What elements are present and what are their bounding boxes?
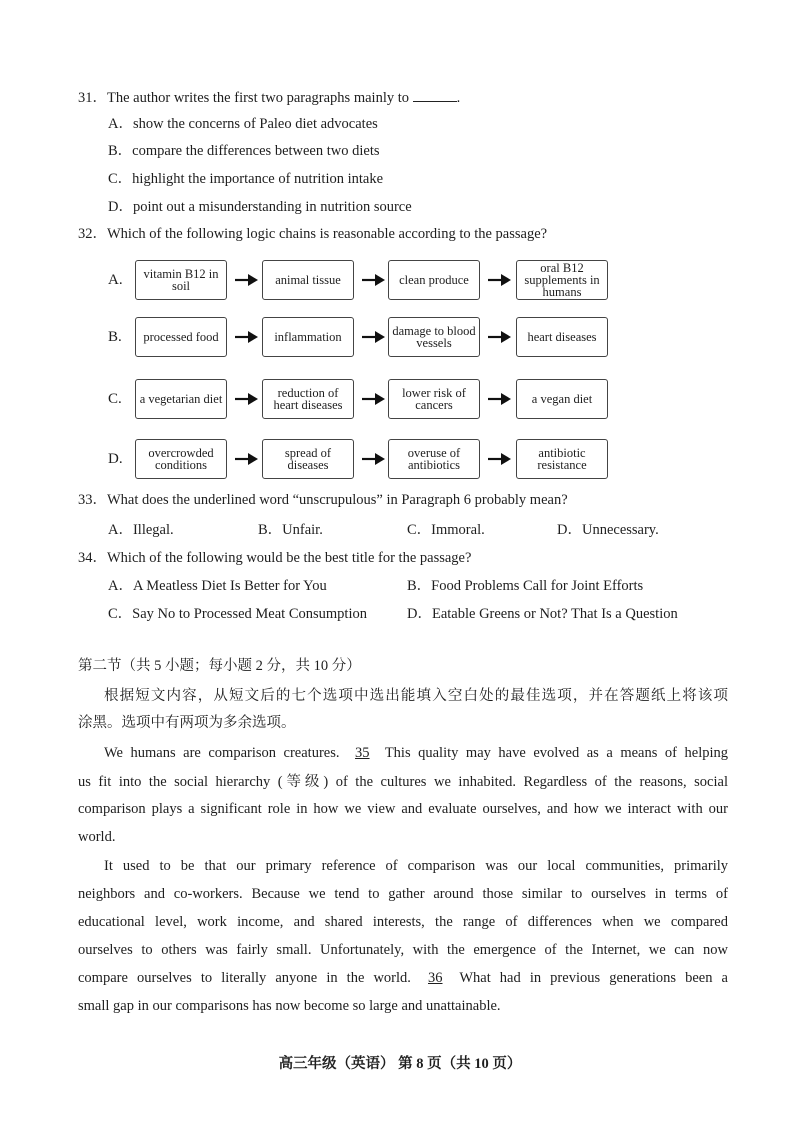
option-c: C．Immoral. [407, 522, 485, 538]
question-31: 31．The author writes the first two paragraphs mainly to . [78, 90, 461, 106]
question-34: 34．Which of the following would be the best title for the passage? [78, 550, 472, 566]
chain-label: A. [108, 272, 123, 288]
logic-chain-a [108, 260, 628, 302]
instructions-line: 涂黑。选项中有两项为多余选项。 [78, 715, 296, 731]
logic-chain-c [108, 379, 628, 421]
instructions-line: 根据短文内容，从短文后的七个选项中选出能填入空白处的最佳选项，并在答题纸上将该项 [104, 688, 728, 704]
paragraph-2-line: compare ourselves to literally anyone in the world. 36 What had in previous generations been a [78, 970, 728, 986]
section-title: 第二节（共 5 小题；每小题 2 分，共 10 分） [78, 658, 361, 674]
chain-step-box: heart diseases [516, 317, 608, 357]
question-32: 32．Which of the following logic chains is reasonable according to the passage? [78, 226, 548, 242]
option-b: B．Unfair. [258, 522, 323, 538]
page-footer: 高三年级（英语） 第 8 页（共 10 页） [278, 1056, 522, 1072]
chain-step-box: animal tissue [262, 260, 354, 300]
chain-label: C. [108, 391, 122, 407]
question-33: 33．What does the underlined word “unscrupulous” in Paragraph 6 probably mean? [78, 492, 568, 508]
chain-step-box: inflammation [262, 317, 354, 357]
logic-chain-b [108, 317, 628, 359]
chain-step-box: spread of diseases [262, 439, 354, 479]
option-b: B．Food Problems Call for Joint Efforts [407, 578, 644, 594]
chain-step-box: vitamin B12 in soil [135, 260, 227, 300]
arrow-right-icon [232, 451, 260, 467]
chain-label: B. [108, 329, 122, 345]
paragraph-2-line: educational level, work income, and shared interests, the range of differences when we compared [78, 914, 728, 930]
chain-step-box: overuse of antibiotics [388, 439, 480, 479]
option-a: A．A Meatless Diet Is Better for You [108, 578, 327, 594]
paragraph-1-line: us fit into the social hierarchy (等级) of the cultures we inhabited. Regardless of the reasons, social [78, 774, 728, 790]
arrow-right-icon [359, 391, 387, 407]
arrow-right-icon [359, 329, 387, 345]
arrow-right-icon [485, 272, 513, 288]
paragraph-2-line: neighbors and co-workers. Because we tend to gather around those similar to ourselves in terms of [78, 886, 728, 902]
chain-step-box: processed food [135, 317, 227, 357]
arrow-right-icon [359, 272, 387, 288]
arrow-right-icon [485, 391, 513, 407]
arrow-right-icon [359, 451, 387, 467]
paragraph-2-line: It used to be that our primary reference of comparison was our local communities, primarily [104, 858, 728, 874]
option-c: C．highlight the importance of nutrition intake [108, 171, 384, 187]
blank-36: 36 [428, 970, 443, 986]
option-a: A．Illegal. [108, 522, 174, 538]
arrow-right-icon [232, 391, 260, 407]
paragraph-2-line: small gap in our comparisons has now become so large and unattainable. [78, 998, 501, 1014]
chain-step-box: a vegan diet [516, 379, 608, 419]
arrow-right-icon [232, 329, 260, 345]
option-b: B．compare the differences between two diets [108, 143, 380, 159]
chain-step-box: damage to blood vessels [388, 317, 480, 357]
paragraph-2-line: ourselves to others was fairly small. Unfortunately, with the emergence of the Internet, we can now [78, 942, 728, 958]
option-d: D．Unnecessary. [557, 522, 659, 538]
arrow-right-icon [232, 272, 260, 288]
option-a: A．show the concerns of Paleo diet advocates [108, 116, 378, 132]
answer-blank [413, 88, 457, 102]
chain-step-box: reduction of heart diseases [262, 379, 354, 419]
option-d: D．Eatable Greens or Not? That Is a Question [407, 606, 678, 622]
logic-chain-d [108, 439, 628, 481]
chain-step-box: overcrowded conditions [135, 439, 227, 479]
chain-label: D. [108, 451, 123, 467]
arrow-right-icon [485, 329, 513, 345]
paragraph-1-line: world. [78, 829, 116, 845]
paragraph-1-line: comparison plays a significant role in how we view and evaluate ourselves, and how we interact with our [78, 801, 728, 817]
arrow-right-icon [485, 451, 513, 467]
paragraph-1-line: We humans are comparison creatures. 35 This quality may have evolved as a means of helping [104, 745, 728, 761]
chain-step-box: oral B12 supplements in humans [516, 260, 608, 300]
blank-35: 35 [355, 745, 370, 761]
chain-step-box: clean produce [388, 260, 480, 300]
chain-step-box: antibiotic resistance [516, 439, 608, 479]
chain-step-box: lower risk of cancers [388, 379, 480, 419]
option-c: C．Say No to Processed Meat Consumption [108, 606, 367, 622]
option-d: D．point out a misunderstanding in nutrition source [108, 199, 412, 215]
chain-step-box: a vegetarian diet [135, 379, 227, 419]
